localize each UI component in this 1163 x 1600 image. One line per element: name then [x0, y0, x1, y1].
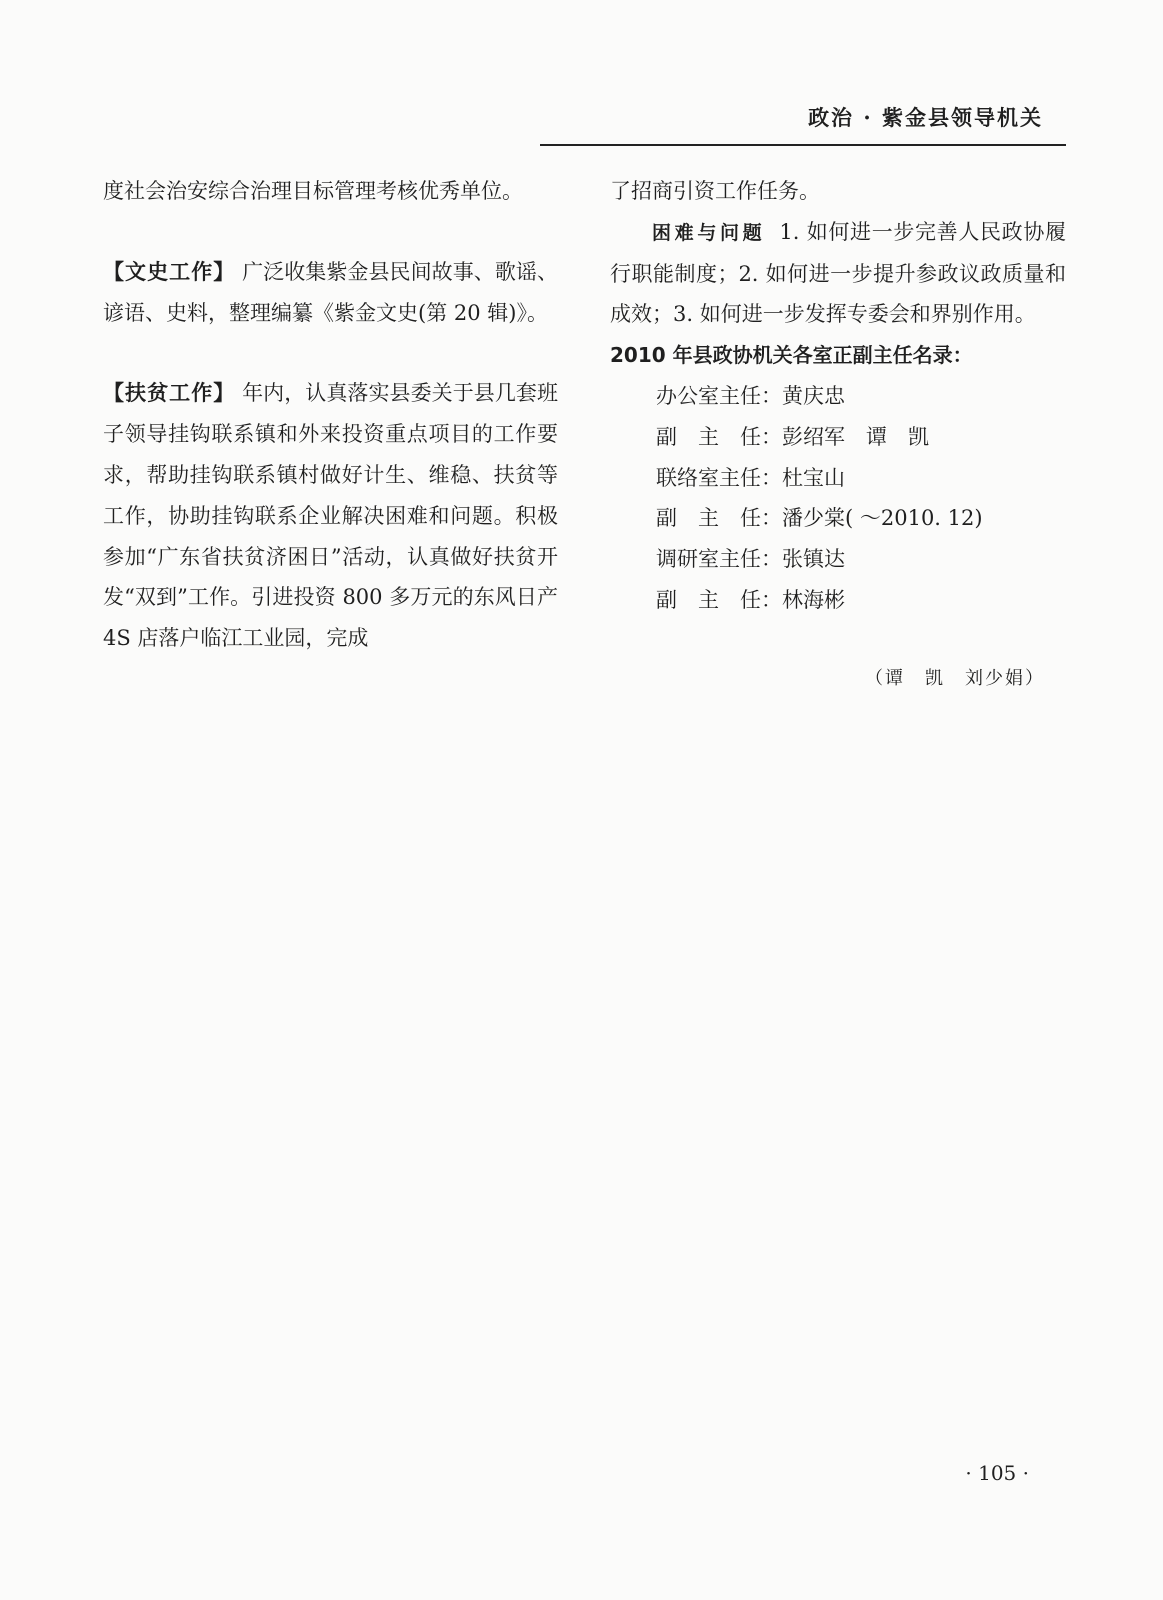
section-heading-fupin: 【扶贫工作】 [103, 381, 236, 406]
section-heading-wenshi: 【文史工作】 [103, 259, 236, 284]
section-body-issues: 1. 如何进一步完善人民政协履行职能制度；2. 如何进一步提升参政议政质量和成效；3. 如何进一步发挥专委会和界别作用。 [610, 219, 1066, 327]
left-column [103, 171, 558, 659]
roster-item: 调研室主任：张镇达 [656, 547, 845, 572]
section-body-fupin: 年内，认真落实县委关于县几套班子领导挂钩联系镇和外来投资重点项目的工作要求，帮助挂钩联系镇村做好计生、维稳、扶贫等工作，协助挂钩联系企业解决困难和问题。积极参加“广东省扶贫济困日”活动，认真做好扶贫开发“双到”工作。引进投资 800 多万元的东风日产 4S 店落户临江工业园，完成 [103, 381, 558, 651]
section-wenshi [103, 252, 558, 334]
roster-item: 办公室主任：黄庆忠 [656, 383, 845, 408]
roster-item: 联络室主任：杜宝山 [656, 465, 845, 490]
section-heading-issues: 困难与问题 [652, 221, 766, 244]
paragraph-investment: 了招商引资工作任务。 [610, 179, 820, 203]
section-fupin [103, 373, 558, 659]
running-header: 政治 · 紫金县领导机关 [808, 105, 1043, 130]
right-column [610, 171, 1066, 621]
section-issues [610, 212, 1066, 335]
header-rule [540, 144, 1066, 146]
roster-title: 2010 年县政协机关各室正副主任名录： [610, 343, 973, 368]
roster-list [610, 376, 1066, 621]
spacer [103, 333, 558, 373]
page-number: · 105 · [965, 1461, 1029, 1485]
paragraph-honor: 度社会治安综合治理目标管理考核优秀单位。 [103, 179, 523, 203]
author-credit: （谭 凯 刘少娟） [865, 668, 1045, 689]
roster-item: 副 主 任：林海彬 [656, 587, 845, 612]
spacer [103, 212, 558, 252]
section-body-wenshi: 广泛收集紫金县民间故事、歌谣、谚语、史料，整理编纂《紫金文史(第 20 辑)》。 [103, 259, 558, 325]
roster-item: 副 主 任：潘少棠( ～2010. 12) [656, 506, 983, 531]
roster-item: 副 主 任：彭绍军 谭 凯 [656, 424, 929, 449]
